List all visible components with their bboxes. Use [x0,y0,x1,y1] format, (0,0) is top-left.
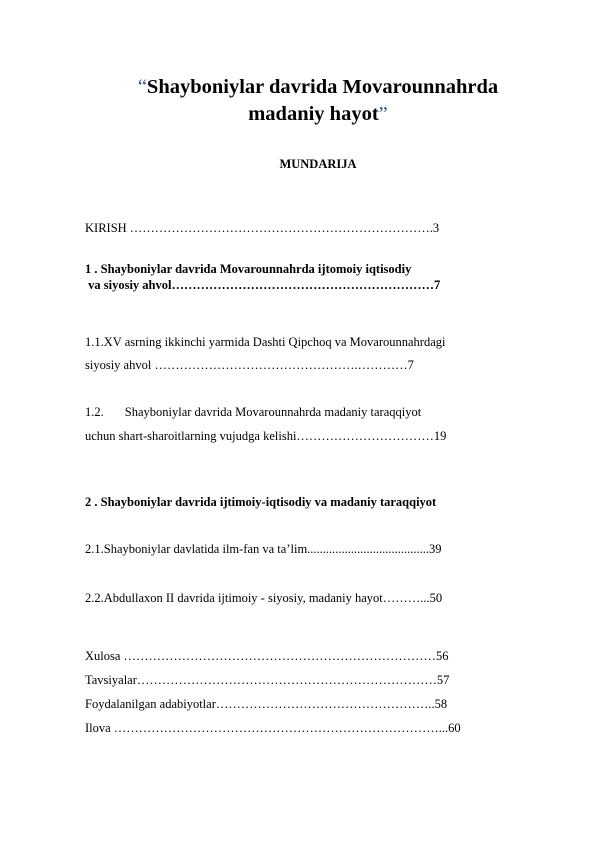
toc-entry-1-1-line-1: 1.1.XV asrning ikkinchi yarmida Dashti Qipchoq va Movarounnahrdagi [85,335,446,349]
toc-entry-2-1: 2.1.Shayboniylar davlatida ilm-fan va ta’lim.......................................39 [85,542,442,556]
title-line-1: Shayboniylar davrida Movarounnahrda [146,76,499,98]
toc-entry-ilova: Ilova ……………………………………………………………………...60 [85,721,461,735]
toc-heading: MUNDARIJA [279,157,357,171]
document-title [80,74,556,128]
toc-entry-section-2: 2 . Shayboniylar davrida ijtimoiy-iqtisodiy va madaniy taraqqiyot [85,495,437,509]
toc-entry-tavsiyalar: Tavsiyalar………………………………………………………………57 [85,673,450,687]
toc-entry-1-2-title: Shayboniylar davrida Movarounnahrda madaniy taraqqiyot [124,405,422,419]
toc-entry-xulosa: Xulosa …………………………………………………………………56 [85,649,449,663]
toc-entry-1-2-line-2: uchun shart-sharoitlarning vujudga kelishi……………………………19 [85,429,447,443]
title-open-quote: “ [137,76,147,98]
toc-entry-1-1-line-2: siyosiy ahvol ………………………………………….…………7 [85,358,414,372]
toc-entry-section-1-line-2: va siyosiy ahvol………………………………………………………7 [85,278,441,292]
toc-entry-1-2-line-1 [85,405,421,420]
title-line-2: madaniy hayot [248,103,379,125]
toc-entry-foydalanilgan: Foydalanilgan adabiyotlar……………………………………………..58 [85,697,448,711]
title-close-quote: ” [378,103,388,125]
toc-entry-2-2: 2.2.Abdullaxon II davrida ijtimoiy - siyosiy, madaniy hayot………...50 [85,591,443,605]
toc-entry-1-2-number: 1.2. [85,405,104,419]
toc-entry-section-1-line-1: 1 . Shayboniylar davrida Movarounnahrda ijtomoiy iqtisodiy [85,262,412,276]
toc-entry-kirish: KIRISH ……………………………………………………………….3 [85,221,440,235]
